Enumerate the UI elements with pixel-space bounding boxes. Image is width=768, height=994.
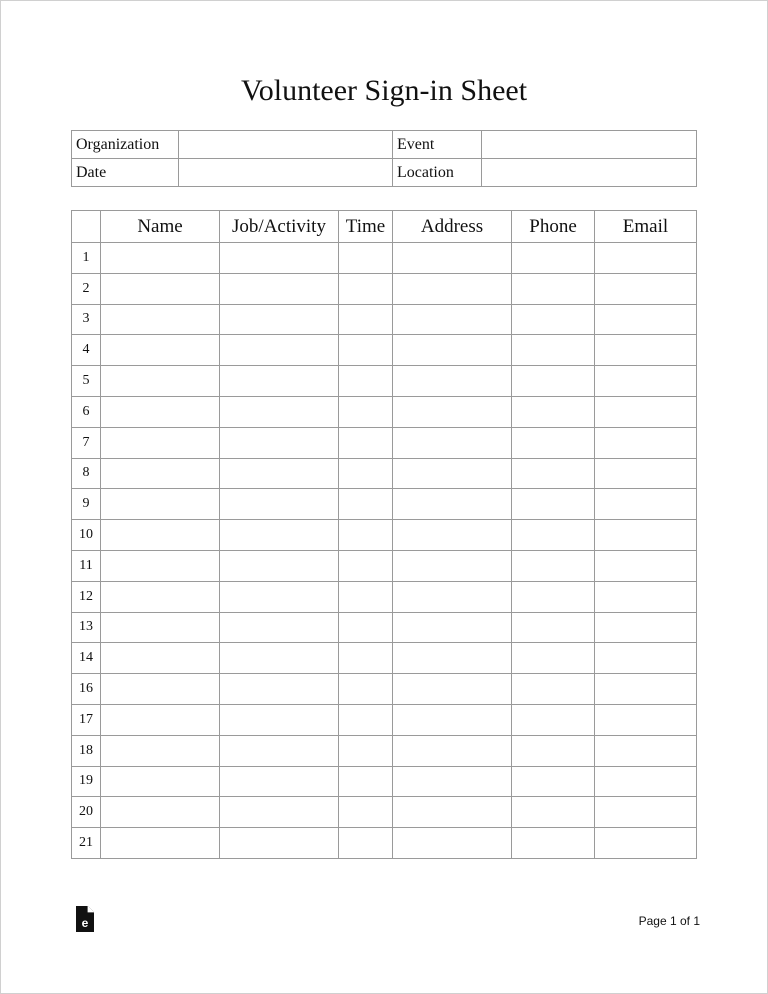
email-cell[interactable] [595, 581, 697, 612]
time-cell[interactable] [339, 797, 393, 828]
row-number: 8 [72, 458, 101, 489]
time-cell[interactable] [339, 458, 393, 489]
phone-cell[interactable] [512, 550, 595, 581]
email-cell[interactable] [595, 704, 697, 735]
time-cell[interactable] [339, 427, 393, 458]
job-activity-cell[interactable] [220, 396, 339, 427]
document-e-logo-icon [75, 906, 95, 932]
address-cell[interactable] [393, 427, 512, 458]
date-label: Date [72, 159, 179, 187]
name-cell[interactable] [101, 643, 220, 674]
email-cell[interactable] [595, 674, 697, 705]
info-row-organization [72, 131, 697, 159]
column-header-email: Email [595, 211, 697, 243]
phone-cell[interactable] [512, 704, 595, 735]
row-number: 11 [72, 550, 101, 581]
phone-cell[interactable] [512, 612, 595, 643]
row-number: 13 [72, 612, 101, 643]
column-header-address: Address [393, 211, 512, 243]
name-cell[interactable] [101, 704, 220, 735]
address-cell[interactable] [393, 520, 512, 551]
job-activity-cell[interactable] [220, 766, 339, 797]
address-cell[interactable] [393, 273, 512, 304]
job-activity-cell[interactable] [220, 550, 339, 581]
phone-cell[interactable] [512, 581, 595, 612]
job-activity-cell[interactable] [220, 612, 339, 643]
row-number: 9 [72, 489, 101, 520]
email-cell[interactable] [595, 643, 697, 674]
address-cell[interactable] [393, 396, 512, 427]
sign-in-table [71, 210, 697, 859]
address-cell[interactable] [393, 304, 512, 335]
job-activity-cell[interactable] [220, 643, 339, 674]
phone-cell[interactable] [512, 828, 595, 859]
job-activity-cell[interactable] [220, 304, 339, 335]
time-cell[interactable] [339, 520, 393, 551]
location-label: Location [393, 159, 482, 187]
address-cell[interactable] [393, 581, 512, 612]
email-cell[interactable] [595, 489, 697, 520]
job-activity-cell[interactable] [220, 581, 339, 612]
phone-cell[interactable] [512, 243, 595, 274]
row-number: 17 [72, 704, 101, 735]
name-cell[interactable] [101, 273, 220, 304]
address-cell[interactable] [393, 366, 512, 397]
table-row [72, 550, 697, 581]
address-cell[interactable] [393, 674, 512, 705]
name-cell[interactable] [101, 243, 220, 274]
table-row [72, 335, 697, 366]
table-header-row [72, 211, 697, 243]
email-cell[interactable] [595, 396, 697, 427]
address-cell[interactable] [393, 643, 512, 674]
row-number: 4 [72, 335, 101, 366]
phone-cell[interactable] [512, 427, 595, 458]
table-row [72, 396, 697, 427]
email-cell[interactable] [595, 243, 697, 274]
address-cell[interactable] [393, 828, 512, 859]
time-cell[interactable] [339, 550, 393, 581]
row-number: 14 [72, 643, 101, 674]
address-cell[interactable] [393, 797, 512, 828]
event-label: Event [393, 131, 482, 159]
email-cell[interactable] [595, 304, 697, 335]
name-cell[interactable] [101, 396, 220, 427]
date-field[interactable] [179, 159, 393, 187]
table-row [72, 674, 697, 705]
table-row [72, 427, 697, 458]
row-number: 16 [72, 674, 101, 705]
table-row [72, 766, 697, 797]
row-number: 1 [72, 243, 101, 274]
address-cell[interactable] [393, 735, 512, 766]
name-cell[interactable] [101, 735, 220, 766]
job-activity-cell[interactable] [220, 273, 339, 304]
job-activity-cell[interactable] [220, 520, 339, 551]
phone-cell[interactable] [512, 674, 595, 705]
phone-cell[interactable] [512, 335, 595, 366]
email-cell[interactable] [595, 366, 697, 397]
location-field[interactable] [482, 159, 697, 187]
time-cell[interactable] [339, 704, 393, 735]
job-activity-cell[interactable] [220, 674, 339, 705]
time-cell[interactable] [339, 304, 393, 335]
address-cell[interactable] [393, 458, 512, 489]
email-cell[interactable] [595, 828, 697, 859]
phone-cell[interactable] [512, 797, 595, 828]
name-cell[interactable] [101, 304, 220, 335]
phone-cell[interactable] [512, 735, 595, 766]
time-cell[interactable] [339, 335, 393, 366]
name-cell[interactable] [101, 335, 220, 366]
phone-cell[interactable] [512, 273, 595, 304]
email-cell[interactable] [595, 735, 697, 766]
time-cell[interactable] [339, 243, 393, 274]
svg-text:e: e [81, 916, 89, 930]
table-row [72, 243, 697, 274]
table-row [72, 489, 697, 520]
name-cell[interactable] [101, 427, 220, 458]
table-row [72, 304, 697, 335]
row-number: 2 [72, 273, 101, 304]
table-row [72, 643, 697, 674]
time-cell[interactable] [339, 612, 393, 643]
email-cell[interactable] [595, 335, 697, 366]
time-cell[interactable] [339, 766, 393, 797]
address-cell[interactable] [393, 766, 512, 797]
email-cell[interactable] [595, 520, 697, 551]
job-activity-cell[interactable] [220, 828, 339, 859]
email-cell[interactable] [595, 550, 697, 581]
phone-cell[interactable] [512, 304, 595, 335]
address-cell[interactable] [393, 489, 512, 520]
job-activity-cell[interactable] [220, 335, 339, 366]
page-title: Volunteer Sign-in Sheet [240, 74, 528, 107]
email-cell[interactable] [595, 273, 697, 304]
column-header-number [72, 211, 101, 243]
row-number: 18 [72, 735, 101, 766]
row-number: 19 [72, 766, 101, 797]
email-cell[interactable] [595, 766, 697, 797]
job-activity-cell[interactable] [220, 366, 339, 397]
phone-cell[interactable] [512, 520, 595, 551]
time-cell[interactable] [339, 735, 393, 766]
job-activity-cell[interactable] [220, 735, 339, 766]
name-cell[interactable] [101, 366, 220, 397]
address-cell[interactable] [393, 243, 512, 274]
job-activity-cell[interactable] [220, 489, 339, 520]
row-number: 3 [72, 304, 101, 335]
name-cell[interactable] [101, 797, 220, 828]
time-cell[interactable] [339, 396, 393, 427]
address-cell[interactable] [393, 335, 512, 366]
name-cell[interactable] [101, 828, 220, 859]
table-row [72, 612, 697, 643]
event-info-table [71, 130, 697, 187]
organization-label: Organization [72, 131, 179, 159]
row-number: 10 [72, 520, 101, 551]
email-cell[interactable] [595, 797, 697, 828]
table-row [72, 581, 697, 612]
phone-cell[interactable] [512, 766, 595, 797]
address-cell[interactable] [393, 704, 512, 735]
row-number: 5 [72, 366, 101, 397]
name-cell[interactable] [101, 489, 220, 520]
email-cell[interactable] [595, 612, 697, 643]
row-number: 12 [72, 581, 101, 612]
organization-field[interactable] [179, 131, 393, 159]
name-cell[interactable] [101, 550, 220, 581]
name-cell[interactable] [101, 674, 220, 705]
address-cell[interactable] [393, 612, 512, 643]
name-cell[interactable] [101, 766, 220, 797]
time-cell[interactable] [339, 366, 393, 397]
row-number: 20 [72, 797, 101, 828]
table-row [72, 828, 697, 859]
table-row [72, 735, 697, 766]
row-number: 21 [72, 828, 101, 859]
table-row [72, 704, 697, 735]
column-header-phone: Phone [512, 211, 595, 243]
job-activity-cell[interactable] [220, 797, 339, 828]
row-number: 7 [72, 427, 101, 458]
name-cell[interactable] [101, 581, 220, 612]
time-cell[interactable] [339, 828, 393, 859]
info-row-date [72, 159, 697, 187]
column-header-job-activity: Job/Activity [220, 211, 339, 243]
phone-cell[interactable] [512, 489, 595, 520]
address-cell[interactable] [393, 550, 512, 581]
event-field[interactable] [482, 131, 697, 159]
column-header-name: Name [101, 211, 220, 243]
time-cell[interactable] [339, 489, 393, 520]
page-number: Page 1 of 1 [638, 914, 700, 928]
table-row [72, 797, 697, 828]
time-cell[interactable] [339, 674, 393, 705]
table-row [72, 458, 697, 489]
job-activity-cell[interactable] [220, 704, 339, 735]
table-row [72, 520, 697, 551]
phone-cell[interactable] [512, 458, 595, 489]
name-cell[interactable] [101, 612, 220, 643]
name-cell[interactable] [101, 520, 220, 551]
time-cell[interactable] [339, 643, 393, 674]
email-cell[interactable] [595, 458, 697, 489]
column-header-time: Time [339, 211, 393, 243]
phone-cell[interactable] [512, 396, 595, 427]
job-activity-cell[interactable] [220, 427, 339, 458]
phone-cell[interactable] [512, 366, 595, 397]
table-row [72, 366, 697, 397]
row-number: 6 [72, 396, 101, 427]
job-activity-cell[interactable] [220, 458, 339, 489]
time-cell[interactable] [339, 273, 393, 304]
job-activity-cell[interactable] [220, 243, 339, 274]
table-row [72, 273, 697, 304]
time-cell[interactable] [339, 581, 393, 612]
phone-cell[interactable] [512, 643, 595, 674]
name-cell[interactable] [101, 458, 220, 489]
email-cell[interactable] [595, 427, 697, 458]
